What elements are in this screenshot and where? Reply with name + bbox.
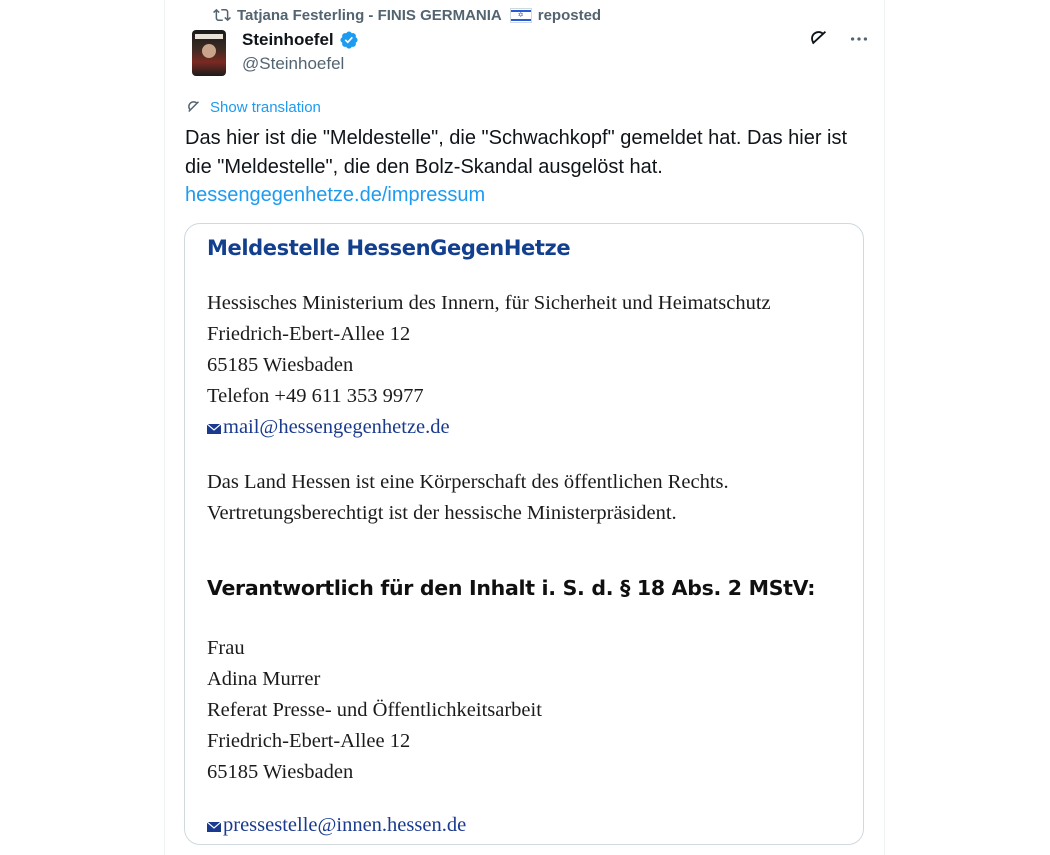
media-image-card[interactable] bbox=[184, 223, 864, 845]
address-line: Telefon +49 611 353 9977 bbox=[207, 385, 424, 407]
address-line: Hessisches Ministerium des Innern, für Sicherheit und Heimatschutz bbox=[207, 292, 771, 314]
legal-line: Vertretungsberechtigt ist der hessische Ministerpräsident. bbox=[207, 502, 677, 524]
card-contact-email: pressestelle@innen.hessen.de bbox=[223, 814, 467, 836]
israel-flag-icon: ✡ bbox=[510, 8, 532, 23]
address-line: Friedrich-Ebert-Allee 12 bbox=[207, 323, 411, 345]
legal-line: Das Land Hessen ist eine Körperschaft des öffentlichen Rechts. bbox=[207, 471, 729, 493]
contact-line: Frau bbox=[207, 637, 245, 659]
card-subheading: Verantwortlich für den Inhalt i. S. d. § 18 Abs. 2 MStV: bbox=[207, 576, 816, 600]
repost-icon bbox=[213, 6, 231, 24]
card-heading: Meldestelle HessenGegenHetze bbox=[207, 236, 571, 260]
card-address-block bbox=[207, 288, 857, 529]
repost-suffix: reposted bbox=[537, 6, 602, 24]
translate-icon bbox=[185, 98, 203, 116]
more-options-icon[interactable] bbox=[848, 28, 870, 50]
envelope-icon bbox=[207, 424, 221, 434]
tweet-body: Das hier ist die "Meldestelle", die "Schwachkopf" gemeldet hat. Das hier ist die "Meldestelle", die den Bolz-Skandal ausgelöst hat. bbox=[185, 127, 848, 178]
contact-line: Referat Presse- und Öffentlichkeitsarbeit bbox=[207, 699, 542, 721]
show-translation-button[interactable] bbox=[185, 98, 321, 116]
card-contact-email-row bbox=[207, 814, 466, 837]
repost-context[interactable] bbox=[213, 6, 601, 24]
card-contact-block bbox=[207, 633, 857, 788]
address-line: 65185 Wiesbaden bbox=[207, 354, 354, 376]
repost-user[interactable]: Tatjana Festerling - FINIS GERMANIA bbox=[237, 6, 502, 24]
tweet-link[interactable]: hessengegenhetze.de/impressum bbox=[185, 184, 486, 206]
contact-line: 65185 Wiesbaden bbox=[207, 761, 354, 783]
author-handle[interactable]: @Steinhoefel bbox=[242, 54, 345, 73]
author-block bbox=[242, 30, 359, 74]
card-email-row bbox=[207, 412, 857, 443]
verified-badge-icon bbox=[339, 30, 359, 50]
contact-line: Friedrich-Ebert-Allee 12 bbox=[207, 730, 411, 752]
envelope-icon bbox=[207, 822, 221, 832]
show-translation-label: Show translation bbox=[210, 98, 321, 116]
avatar[interactable] bbox=[192, 30, 226, 76]
tweet-top-actions bbox=[808, 28, 870, 50]
card-email: mail@hessengegenhetze.de bbox=[223, 416, 450, 438]
contact-line: Adina Murrer bbox=[207, 668, 321, 690]
tweet-text bbox=[185, 124, 865, 210]
grok-icon[interactable] bbox=[808, 28, 830, 50]
author-name[interactable]: Steinhoefel bbox=[242, 30, 334, 49]
